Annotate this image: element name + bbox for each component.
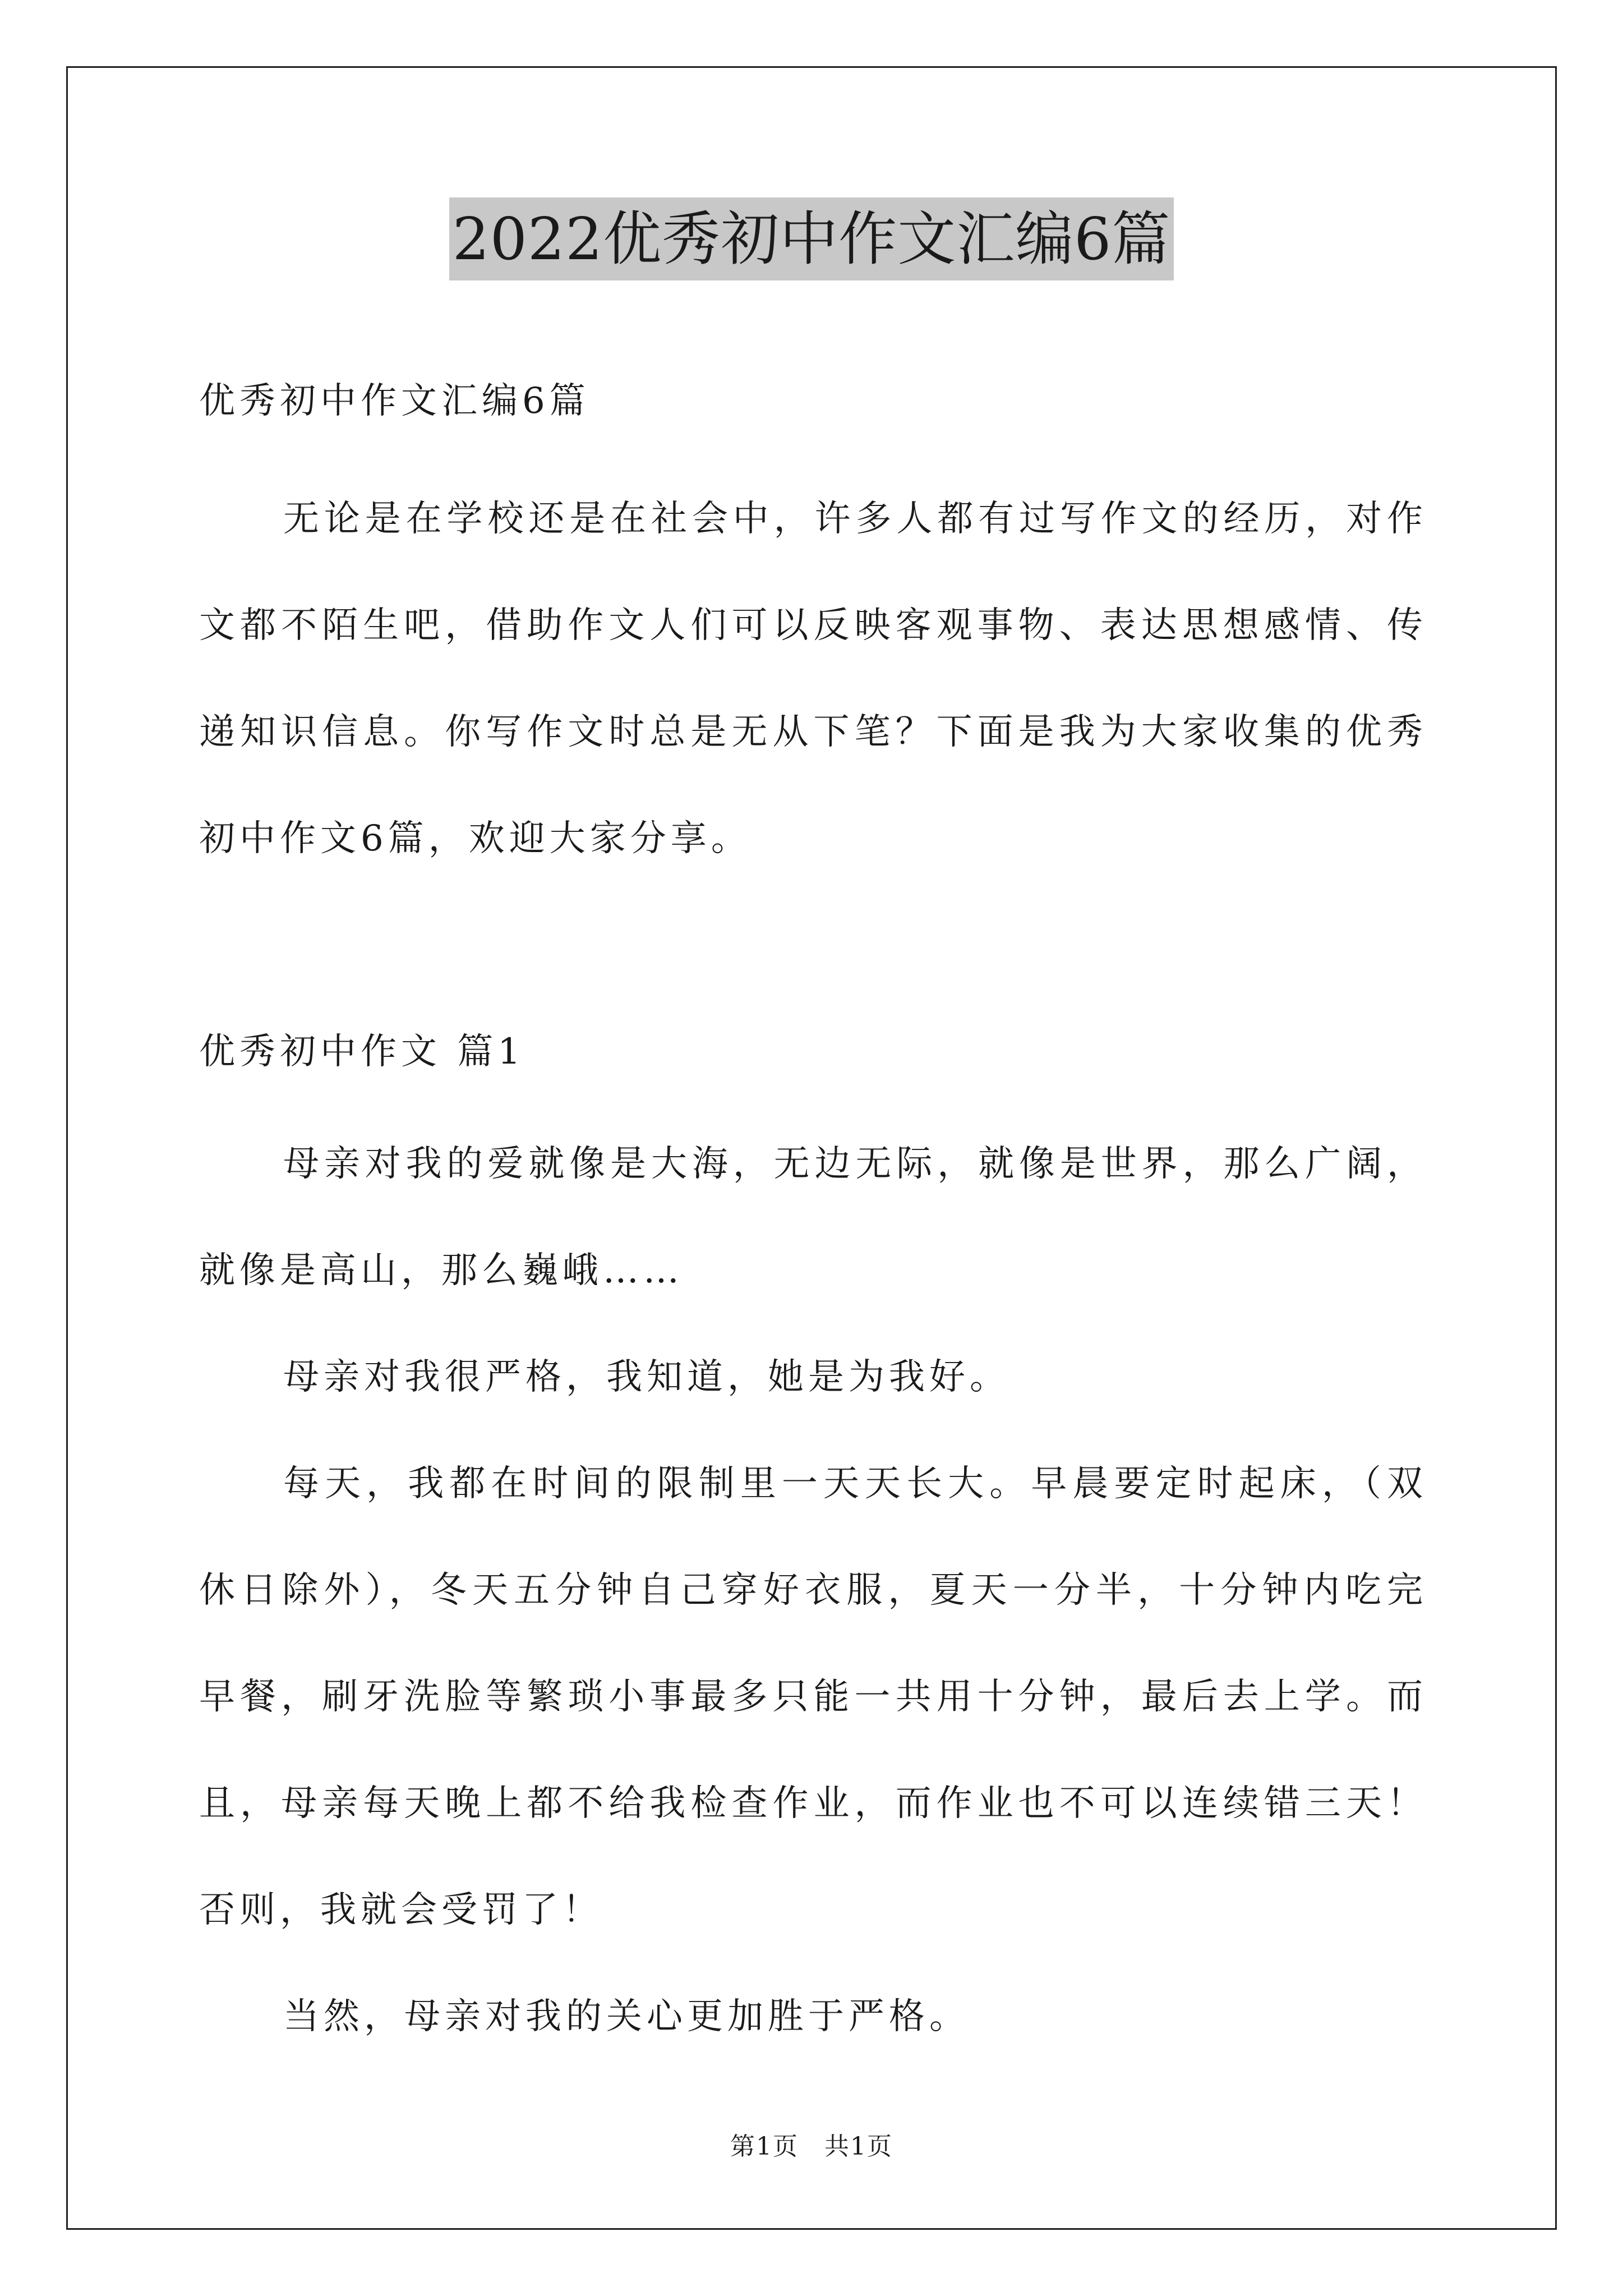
body-paragraph: 当然，母亲对我的关心更加胜于严格。 bbox=[283, 1996, 970, 2037]
page-footer: 第1页 共1页 bbox=[730, 2132, 893, 2161]
title-container bbox=[0, 197, 1623, 280]
document-title: 2022优秀初中作文汇编6篇 bbox=[449, 197, 1174, 280]
intro-paragraph: 无论是在学校还是在社会中，许多人都有过写作文的经历，对作文都不陌生吧，借助作文人们可以反映客观事物、表达思想感情、传递知识信息。你写作文时总是无从下笔？下面是我为大家收集的优秀初中作文6篇，欢迎大家分享。 bbox=[199, 498, 1427, 859]
body-paragraph: 母亲对我很严格，我知道，她是为我好。 bbox=[283, 1356, 1010, 1398]
body-paragraph: 每天，我都在时间的限制里一天天长大。早晨要定时起床，（双休日除外），冬天五分钟自己穿好衣服，夏天一分半，十分钟内吃完早餐，刷牙洗脸等繁琐小事最多只能一共用十分钟，最后去上学。而且，母亲每天晚上都不给我检查作业，而作业也不可以连续错三天！否则，我就会受罚了！ bbox=[199, 1463, 1427, 1931]
document-subtitle: 优秀初中作文汇编6篇 bbox=[199, 380, 590, 422]
body-paragraph: 母亲对我的爱就像是大海，无边无际，就像是世界，那么广阔，就像是高山，那么巍峨…… bbox=[199, 1143, 1427, 1291]
document-body bbox=[199, 348, 1427, 2070]
section-heading: 优秀初中作文 篇1 bbox=[199, 1031, 525, 1073]
